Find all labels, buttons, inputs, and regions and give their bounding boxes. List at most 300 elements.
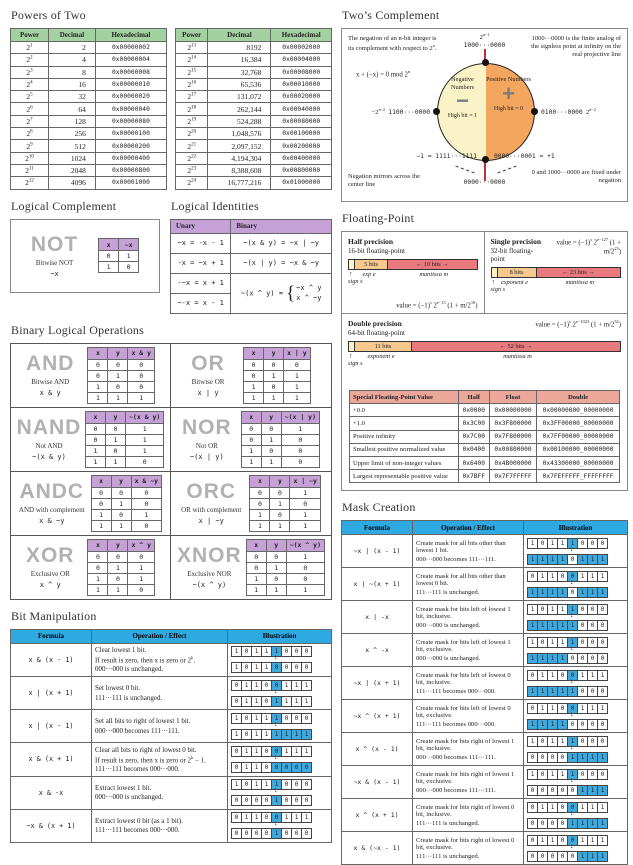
bit-cell: 0: [587, 604, 598, 615]
bit-cell: 1: [567, 604, 578, 615]
mantissa-field: ← 52 bits →: [411, 341, 621, 352]
bit-cell: 0: [241, 662, 252, 673]
bit-cell: 1: [557, 719, 568, 730]
bit-cell: 0: [291, 762, 302, 773]
table-row: [11, 177, 167, 189]
bit-cell: 1: [597, 785, 608, 796]
bit-cell: 1: [557, 736, 568, 747]
bit-cell: 0: [577, 736, 588, 747]
bit-cell: 0: [231, 762, 242, 773]
formula-cell: x & (x - 1): [11, 643, 92, 676]
bit-cell: 1: [231, 646, 242, 657]
op-desc: AND with complement: [18, 506, 85, 515]
bit-cell: 1: [271, 779, 282, 790]
bit-cell: 1: [547, 653, 558, 664]
down-arrow-icon: ↓: [274, 752, 278, 761]
hex-cell: 0x00100000: [271, 128, 332, 140]
op-orc: [171, 472, 331, 536]
bit-cell: 0: [271, 812, 282, 823]
logical-row: [10, 199, 332, 314]
bit-cell: 0: [577, 769, 588, 780]
bit-cell: 0: [567, 653, 578, 664]
bit-illustration: [527, 570, 624, 599]
hex-cell: 0x00004000: [271, 54, 332, 66]
op-name: AND: [25, 352, 75, 376]
bit-cell: 0: [557, 835, 568, 846]
bit-cell: 1: [557, 769, 568, 780]
formula-cell: x & (~x - 1): [342, 832, 413, 865]
bit-cell: 0: [291, 795, 302, 806]
bit-cell: 1: [537, 835, 548, 846]
hex-cell: 0x00000080: [95, 115, 166, 127]
bit-cell: 0: [291, 713, 302, 724]
powers-of-two-table: [175, 28, 332, 190]
bit-cell: 1: [241, 680, 252, 691]
tc-bottom-bits: 0000···0000: [463, 179, 506, 186]
bit-cell: 1: [261, 713, 272, 724]
bit-cell: 1: [567, 736, 578, 747]
bit-illustration: [231, 712, 328, 741]
decimal-cell: 32: [49, 91, 96, 103]
bit-cell: 0: [537, 538, 548, 549]
bit-cell: 1: [587, 851, 598, 862]
bit-cell: 0: [231, 680, 242, 691]
op-or: [171, 344, 331, 408]
hex-cell: 0x00000004: [95, 54, 166, 66]
bit-cell: 0: [557, 571, 568, 582]
down-arrow-icon: ↓: [570, 775, 574, 784]
down-arrow-icon: ↓: [570, 808, 574, 817]
bit-illustration: [231, 745, 328, 774]
illustration-cell: [524, 667, 628, 700]
tc-note-mirror: Negation mirrors across the center line: [348, 173, 421, 189]
table-row: [176, 66, 332, 78]
op-info: [191, 353, 225, 397]
bit-cell: 1: [527, 538, 538, 549]
mantissa-field: ← 23 bits →: [536, 267, 622, 278]
dot-left: [433, 108, 440, 115]
tc-left-note: The negation of an n-bit integer is its complement with respect to 2$^n$.: [348, 35, 437, 53]
down-arrow-icon: ↓: [274, 819, 278, 827]
op-name: NOR: [182, 416, 232, 440]
bit-cell: 0: [587, 686, 598, 697]
effect-cell: Create mask for all bits other than lowest 1 bit. 000···000 becomes 111···111.: [413, 535, 524, 568]
decimal-cell: 16: [49, 78, 96, 90]
bit-cell: 1: [597, 802, 608, 813]
bit-cell: 0: [597, 653, 608, 664]
op-xnor: [171, 536, 331, 599]
table-row: [11, 128, 167, 140]
illustration-cell: [228, 776, 332, 809]
ops-grid: [10, 343, 332, 600]
table-row: [11, 140, 167, 152]
tc-bottom-left: −1 = 1111···1111: [416, 153, 477, 160]
bit-cell: 0: [537, 851, 548, 862]
bit-cell: 1: [251, 662, 262, 673]
bit-cell: 0: [261, 828, 272, 839]
bit-cell: 1: [291, 729, 302, 740]
bit-cell: 1: [547, 736, 558, 747]
section-title-logical-complement: Logical Complement: [11, 198, 117, 213]
bit-illustration: [527, 669, 624, 698]
bit-cell: 1: [231, 713, 242, 724]
not-truth-table: x ~x 0 1 1 0: [98, 238, 139, 273]
bit-cell: 0: [567, 554, 578, 565]
formula-cell: ~x | (x + 1): [342, 667, 413, 700]
half-formula: value = $(-1)^s$ $2^{e-15}$ $(1 + m/2^{10})$: [396, 300, 478, 310]
bit-cell: 0: [281, 662, 292, 673]
floating-point-box: [341, 231, 628, 491]
illustration-cell: [228, 643, 332, 676]
table-row: [11, 743, 332, 776]
effect-cell: Create mask for bits right of lowest 0 bit, exclusive. 111···111 is unchanged.: [413, 832, 524, 865]
binary-logical-operations-section: [10, 323, 332, 600]
bit-cell: 0: [557, 703, 568, 714]
power-cell: $2^9$: [11, 140, 49, 152]
bit-cell: 1: [547, 604, 558, 615]
bit-cell: 0: [587, 653, 598, 664]
bit-cell: 1: [547, 538, 558, 549]
table-row: [11, 66, 167, 78]
bit-cell: 0: [587, 736, 598, 747]
bit-cell: 1: [537, 653, 548, 664]
bit-cell: 1: [587, 703, 598, 714]
hex-cell: 0x00000002: [95, 42, 166, 54]
power-cell: $2^7$: [11, 115, 49, 127]
table-row: [176, 177, 332, 189]
effect-cell: Set lowest 0 bit. 111···111 is unchanged.: [92, 677, 228, 710]
special-values-table-wrap: [342, 390, 627, 483]
bit-cell: 0: [597, 620, 608, 631]
table-row: [342, 766, 628, 799]
bit-cell: 1: [587, 587, 598, 598]
bit-cell: 0: [567, 703, 578, 714]
formula-cell: x | (x + 1): [11, 677, 92, 710]
bit-cell: 1: [281, 680, 292, 691]
header-row: Formula Operation / Effect Illustration: [11, 629, 332, 643]
illustration-cell: [524, 535, 628, 568]
sign-label: ↑ sign s: [348, 352, 363, 368]
bit-cell: 1: [597, 818, 608, 829]
bit-cell: 1: [291, 746, 302, 757]
decimal-cell: 1,048,576: [208, 128, 271, 140]
illustration-cell: [524, 832, 628, 865]
table-row: [342, 700, 628, 733]
table-row: [176, 91, 332, 103]
twos-complement-diagram: [341, 28, 628, 202]
section-title-logical-identities: Logical Identities: [171, 198, 259, 213]
header-row: Power Decimal Hexadecimal: [11, 29, 167, 42]
right-column: [341, 8, 628, 865]
bit-cell: 0: [231, 828, 242, 839]
down-arrow-icon: ↓: [570, 742, 574, 751]
bit-cell: 1: [587, 554, 598, 565]
bit-cell: 0: [527, 703, 538, 714]
bit-illustration: [527, 603, 624, 632]
bit-cell: 1: [587, 818, 598, 829]
bit-cell: 1: [251, 713, 262, 724]
bit-cell: 0: [261, 762, 272, 773]
bit-cell: 0: [281, 828, 292, 839]
bit-cell: 1: [557, 620, 568, 631]
bit-cell: 1: [261, 662, 272, 673]
logical-identities-table-wrap: [170, 219, 332, 314]
op-formula: x | y: [197, 389, 219, 398]
bit-cell: 0: [231, 696, 242, 707]
bit-cell: 0: [577, 653, 588, 664]
bit-illustration: [527, 801, 624, 830]
bit-illustration: [527, 636, 624, 665]
bit-cell: 1: [527, 719, 538, 730]
bit-cell: 1: [527, 637, 538, 648]
bit-cell: 0: [537, 752, 548, 763]
bit-cell: 1: [251, 762, 262, 773]
bit-cell: 1: [547, 719, 558, 730]
bit-cell: 1: [537, 620, 548, 631]
bit-cell: 0: [567, 587, 578, 598]
header-row: Formula Operation / Effect Illustration: [342, 521, 628, 535]
down-arrow-icon: ↓: [570, 610, 574, 619]
bit-cell: 0: [241, 729, 252, 740]
power-cell: $2^{17}$: [176, 91, 208, 103]
bit-cell: 0: [567, 719, 578, 730]
decimal-cell: 262,144: [208, 103, 271, 115]
table-row: [11, 164, 167, 176]
table-row: [342, 832, 628, 865]
tc-note-fixed: 0 and 1000···0000 are fixed under negation: [531, 169, 621, 185]
truth-table: x y x | y 0 0 0 0 1 1 1 0 1 1 1 1: [243, 347, 311, 404]
table-row: [11, 643, 332, 676]
bit-cell: 1: [281, 696, 292, 707]
effect-cell: Create mask for bits right of lowest 0 bit, inclusive. 111···111 is unchanged.: [413, 799, 524, 832]
bit-cell: 0: [291, 662, 302, 673]
power-cell: $2^1$: [11, 42, 49, 54]
bit-cell: 1: [527, 769, 538, 780]
illustration-cell: [228, 743, 332, 776]
bit-cell: 1: [231, 729, 242, 740]
power-cell: $2^{10}$: [11, 152, 49, 164]
bit-cell: 1: [577, 818, 588, 829]
bit-cell: 1: [567, 769, 578, 780]
effect-cell: Create mask for bits left of lowest 0 bit, exclusive. 111···111 becomes 000···000.: [413, 700, 524, 733]
table-row: [342, 634, 628, 667]
hex-cell: 0x00000010: [95, 78, 166, 90]
bit-cell: 1: [567, 620, 578, 631]
single-precision-panel: Single precision 32-bit floating-point value = $(-1)^s$ $2^{e-127}$ $(1 + m/2^{23})$ 8 bits ← 23 bits → exponent e mantissa m ↑ sign s: [485, 232, 628, 313]
op-info: [26, 545, 75, 589]
power-cell: $2^{12}$: [11, 177, 49, 189]
bit-cell: 1: [251, 696, 262, 707]
table-row: -x = ~x + 1 ~(x | y) = ~x & ~y: [171, 253, 332, 273]
bit-cell: 0: [261, 746, 272, 757]
power-cell: $2^{23}$: [176, 164, 208, 176]
bit-cell: 1: [557, 637, 568, 648]
bit-cell: 1: [557, 587, 568, 598]
op-name: NAND: [16, 416, 82, 440]
bit-cell: 0: [231, 795, 242, 806]
dash-left: [455, 166, 474, 174]
bit-cell: 1: [251, 746, 262, 757]
effect-cell: Create mask for bits right of lowest 1 bit, inclusive. 000···000 becomes 111···111.: [413, 733, 524, 766]
bit-cell: 1: [251, 729, 262, 740]
bit-cell: 0: [527, 670, 538, 681]
bit-cell: 1: [577, 835, 588, 846]
down-arrow-icon: ↓: [274, 653, 278, 662]
op-desc: Bitwise OR: [191, 378, 225, 387]
bit-cell: 1: [527, 686, 538, 697]
down-arrow-icon: ↓: [274, 786, 278, 794]
section-title-mask-creation: Mask Creation: [342, 500, 416, 515]
bit-cell: 1: [251, 779, 262, 790]
table-row: +1.0 0x3C00 0x3F800000 0x3FF00000_00000000: [350, 417, 620, 430]
bit-cell: 1: [577, 851, 588, 862]
op-desc: Not AND: [35, 442, 63, 451]
bit-cell: 1: [301, 680, 312, 691]
bit-cell: 0: [577, 604, 588, 615]
bit-cell: 1: [577, 802, 588, 813]
table-row: [11, 809, 332, 842]
bit-cell: 0: [567, 802, 578, 813]
bit-cell: 0: [567, 851, 578, 862]
section-title-floating-point: Floating-Point: [342, 211, 415, 225]
op-info: [181, 481, 241, 525]
op-info: [182, 417, 232, 461]
hex-cell: 0x00010000: [271, 78, 332, 90]
down-arrow-icon: ↓: [570, 643, 574, 652]
hex-cell: 0x00000800: [95, 164, 166, 176]
effect-cell: Create mask for all bits other than lowest 0 bit. 111···111 is unchanged.: [413, 568, 524, 601]
bit-cell: 0: [567, 785, 578, 796]
bit-cell: 1: [281, 746, 292, 757]
decimal-cell: 1024: [49, 152, 96, 164]
bit-cell: 0: [587, 769, 598, 780]
bit-cell: 1: [537, 571, 548, 582]
bit-cell: 0: [241, 646, 252, 657]
bit-cell: 1: [597, 851, 608, 862]
bit-cell: 0: [567, 670, 578, 681]
bit-cell: 1: [271, 828, 282, 839]
bit-cell: 1: [261, 779, 272, 790]
bit-cell: 1: [301, 812, 312, 823]
power-cell: $2^5$: [11, 91, 49, 103]
bit-cell: 1: [547, 835, 558, 846]
truth-table: x y x ^ y 0 0 0 0 1 1 1 0 1 1 1 0: [87, 539, 155, 596]
decimal-cell: 131,072: [208, 91, 271, 103]
table-row: [176, 42, 332, 54]
formula-cell: ~x ^ (x + 1): [342, 700, 413, 733]
down-arrow-icon: ↓: [570, 676, 574, 685]
powers-of-two-table: [10, 28, 167, 190]
bit-cell: 0: [587, 719, 598, 730]
header-row: Power Decimal Hexadecimal: [176, 29, 332, 42]
bit-cell: 1: [597, 703, 608, 714]
truth-table: x y x & ~y 0 0 0 0 1 0 1 0 1 1 1 0: [91, 475, 162, 532]
op-formula: ~x: [50, 269, 59, 278]
bit-cell: 0: [557, 818, 568, 829]
table-row: [11, 710, 332, 743]
op-name: NOT: [30, 232, 79, 256]
bit-cell: 1: [577, 785, 588, 796]
section-title-binary-logical-operations: Binary Logical Operations: [11, 322, 144, 337]
bit-cell: 0: [557, 785, 568, 796]
bit-cell: 0: [261, 680, 272, 691]
power-cell: $2^{24}$: [176, 177, 208, 189]
bit-cell: 0: [537, 769, 548, 780]
left-column: [10, 8, 332, 843]
op-formula: ~(x | y): [189, 453, 224, 462]
truth-table: x y ~(x & y) 0 0 1 0 1 1 1 0 1 1 1 0: [85, 411, 164, 468]
bit-cell: 1: [537, 719, 548, 730]
bit-cell: 0: [527, 851, 538, 862]
bit-cell: 1: [271, 795, 282, 806]
bit-cell: 1: [577, 703, 588, 714]
effect-cell: Create mask for bits left of lowest 1 bit, exclusive. 000···000 is unchanged.: [413, 634, 524, 667]
formula-cell: ~x | (x - 1): [342, 535, 413, 568]
bit-cell: 0: [281, 762, 292, 773]
table-row: Largest representable positive value 0x7BFF 0x7F7FFFFF 0x7FEFFFFF_FFFFFFFF: [350, 470, 620, 483]
decimal-cell: 64: [49, 103, 96, 115]
bit-cell: 1: [577, 670, 588, 681]
bit-cell: 1: [587, 752, 598, 763]
bit-cell: 0: [587, 538, 598, 549]
effect-cell: Clear lowest 1 bit. If result is zero, then x is zero or 2$^k$. 000···000 is unchanged.: [92, 643, 228, 676]
bit-manipulation-table: [10, 629, 332, 843]
decimal-cell: 65,536: [208, 78, 271, 90]
bit-cell: 1: [577, 554, 588, 565]
power-cell: $2^{22}$: [176, 152, 208, 164]
table-row: Positive infinity 0x7C00 0x7F800000 0x7FF00000_00000000: [350, 430, 620, 443]
logical-identities-section: [170, 199, 332, 314]
bit-cell: 1: [557, 653, 568, 664]
bit-cell: 1: [567, 538, 578, 549]
decimal-cell: 4: [49, 54, 96, 66]
decimal-cell: 524,288: [208, 115, 271, 127]
op-and: [11, 344, 171, 408]
bit-cell: 0: [271, 680, 282, 691]
bit-cell: 1: [547, 670, 558, 681]
bit-cell: 1: [291, 680, 302, 691]
table-row: [11, 776, 332, 809]
bit-cell: 1: [557, 538, 568, 549]
bit-cell: 0: [251, 828, 262, 839]
table-row: -~x = x + 1 ~(x ^ y) = { ~x ^ y x ^ ~y: [171, 273, 332, 293]
bit-cell: 0: [301, 795, 312, 806]
bit-cell: 0: [241, 795, 252, 806]
bit-cell: 0: [547, 851, 558, 862]
op-name: ORC: [186, 480, 237, 504]
effect-cell: Create mask for bits right of lowest 1 bit, exclusive. 000···000 becomes 111···111.: [413, 766, 524, 799]
section-title-powers-of-two: Powers of Two: [11, 8, 86, 22]
bit-cell: 0: [577, 719, 588, 730]
bit-cell: 0: [597, 769, 608, 780]
bit-cell: 1: [557, 686, 568, 697]
down-arrow-icon: ↓: [274, 719, 278, 728]
bit-cell: 0: [587, 637, 598, 648]
power-cell: $2^{14}$: [176, 54, 208, 66]
bit-cell: 1: [587, 802, 598, 813]
op-info: [26, 353, 75, 397]
hex-cell: 0x00002000: [271, 42, 332, 54]
bit-cell: 0: [261, 812, 272, 823]
bit-cell: 0: [557, 851, 568, 862]
bit-cell: 0: [231, 746, 242, 757]
table-row: Smallest positive normalized value 0x0400 0x00800000 0x00100000_00000000: [350, 443, 620, 456]
down-arrow-icon: ↓: [570, 577, 574, 586]
table-row: [11, 152, 167, 164]
bit-cell: 0: [281, 795, 292, 806]
table-row: [11, 78, 167, 90]
plus-sign: +: [502, 80, 515, 106]
